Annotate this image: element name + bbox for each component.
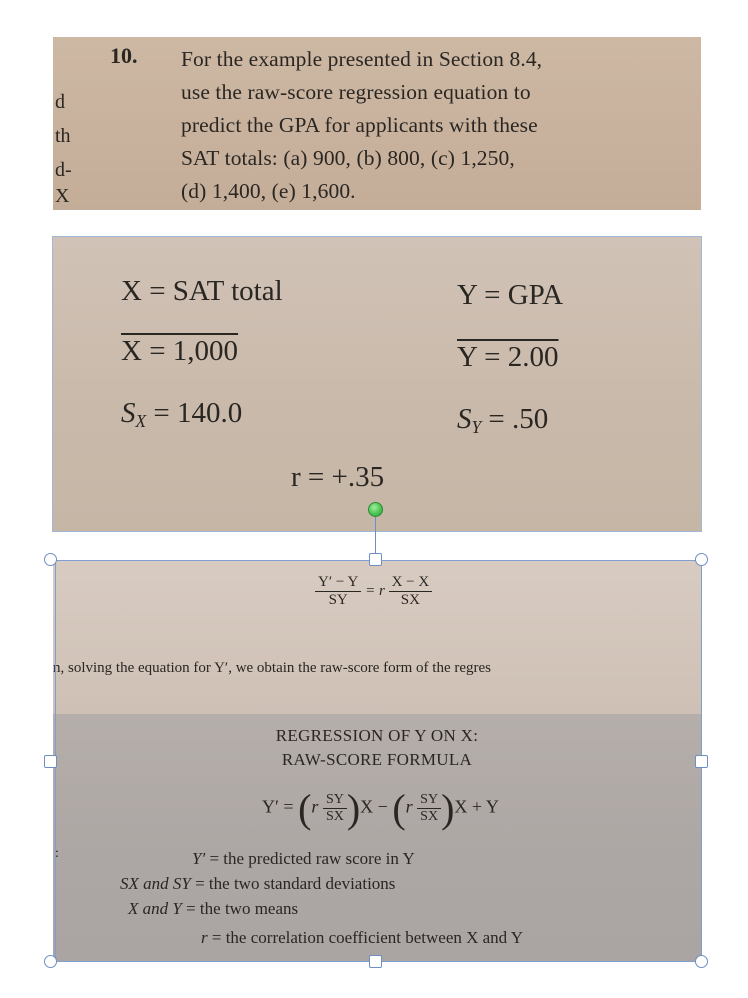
definition-row: Y′ = the predicted raw score in Y (192, 849, 415, 868)
exercise-photo[interactable] (53, 37, 701, 210)
exercise-line: use the raw-score regression equation to (181, 80, 531, 104)
sy-value: = .50 (488, 403, 549, 435)
exercise-line: predict the GPA for applicants with these (181, 113, 538, 137)
formula-tail: X + Y (454, 796, 499, 817)
exercise-line: (d) 1,400, (e) 1,600. (181, 179, 356, 203)
resize-handle-top[interactable] (369, 553, 382, 566)
x-definition: X = SAT total (121, 275, 283, 307)
formula-r: r (311, 796, 319, 817)
resize-handle-bottom-left[interactable] (44, 955, 57, 968)
definition-row: r = the correlation coefficient between X and Y (201, 928, 524, 947)
y-mean (457, 341, 558, 374)
formula-x: X − (360, 796, 388, 817)
sy-symbol: S (457, 403, 472, 435)
right-paren: ) (441, 786, 455, 831)
sx-symbol: S (121, 397, 136, 429)
resize-handle-left[interactable] (44, 755, 57, 768)
sy-subscript: Y (471, 416, 482, 437)
y-definition: Y = GPA (457, 279, 564, 311)
left-paren: ( (298, 786, 312, 831)
definition-row: SX and SY = the two standard deviations (120, 874, 396, 893)
y-mean-value: Y = 2.00 (457, 341, 559, 373)
x-mean (121, 335, 238, 368)
margin-fragment: d- (55, 159, 72, 181)
correlation: r = +.35 (291, 461, 385, 493)
right-paren: ) (346, 786, 361, 831)
exercise-number: 10. (110, 43, 138, 68)
resize-handle-bottom-right[interactable] (695, 955, 708, 968)
x-standard-deviation (121, 397, 242, 432)
rotate-handle[interactable] (368, 502, 383, 517)
box-heading-1: REGRESSION OF Y ON X: (275, 726, 479, 745)
y-standard-deviation (457, 403, 548, 438)
selection-frame (55, 560, 702, 962)
formula-fraction: $\frac{SY}{SX}$ (417, 792, 441, 825)
sx-value: = 140.0 (153, 397, 243, 429)
resize-handle-top-left[interactable] (44, 553, 57, 566)
zscore-equals: = r (365, 582, 385, 599)
left-paren: ( (392, 786, 406, 831)
definition-row: X and Y = the two means (128, 899, 299, 918)
resize-handle-right[interactable] (695, 755, 708, 768)
margin-fragment: d (55, 91, 65, 113)
solving-text: n, solving the equation for Y′, we obtain the raw-score form of the regres (53, 660, 492, 676)
margin-fragment: X (55, 185, 70, 207)
exercise-line: For the example presented in Section 8.4, (181, 47, 543, 71)
zscore-right-fraction: $\frac{X - X}{SX}$ (389, 574, 433, 609)
resize-handle-bottom[interactable] (369, 955, 382, 968)
zscore-left-fraction: $\frac{Y' - Y}{SY}$ (315, 574, 361, 609)
sx-subscript: X (135, 410, 147, 431)
box-heading-2: RAW-SCORE FORMULA (281, 750, 473, 769)
formula-lhs: Y′ = (262, 796, 294, 817)
exercise-text (181, 43, 681, 208)
margin-fragment: th (55, 125, 71, 147)
exercise-line: SAT totals: (a) 900, (b) 800, (c) 1,250, (181, 146, 515, 170)
formula-r: r (405, 796, 413, 817)
x-mean-value: X = 1,000 (121, 335, 239, 367)
resize-handle-top-right[interactable] (695, 553, 708, 566)
formula-fraction: $\frac{SY}{SX}$ (323, 792, 347, 825)
edge-mark: : (55, 846, 59, 861)
statistics-photo[interactable] (53, 237, 701, 531)
